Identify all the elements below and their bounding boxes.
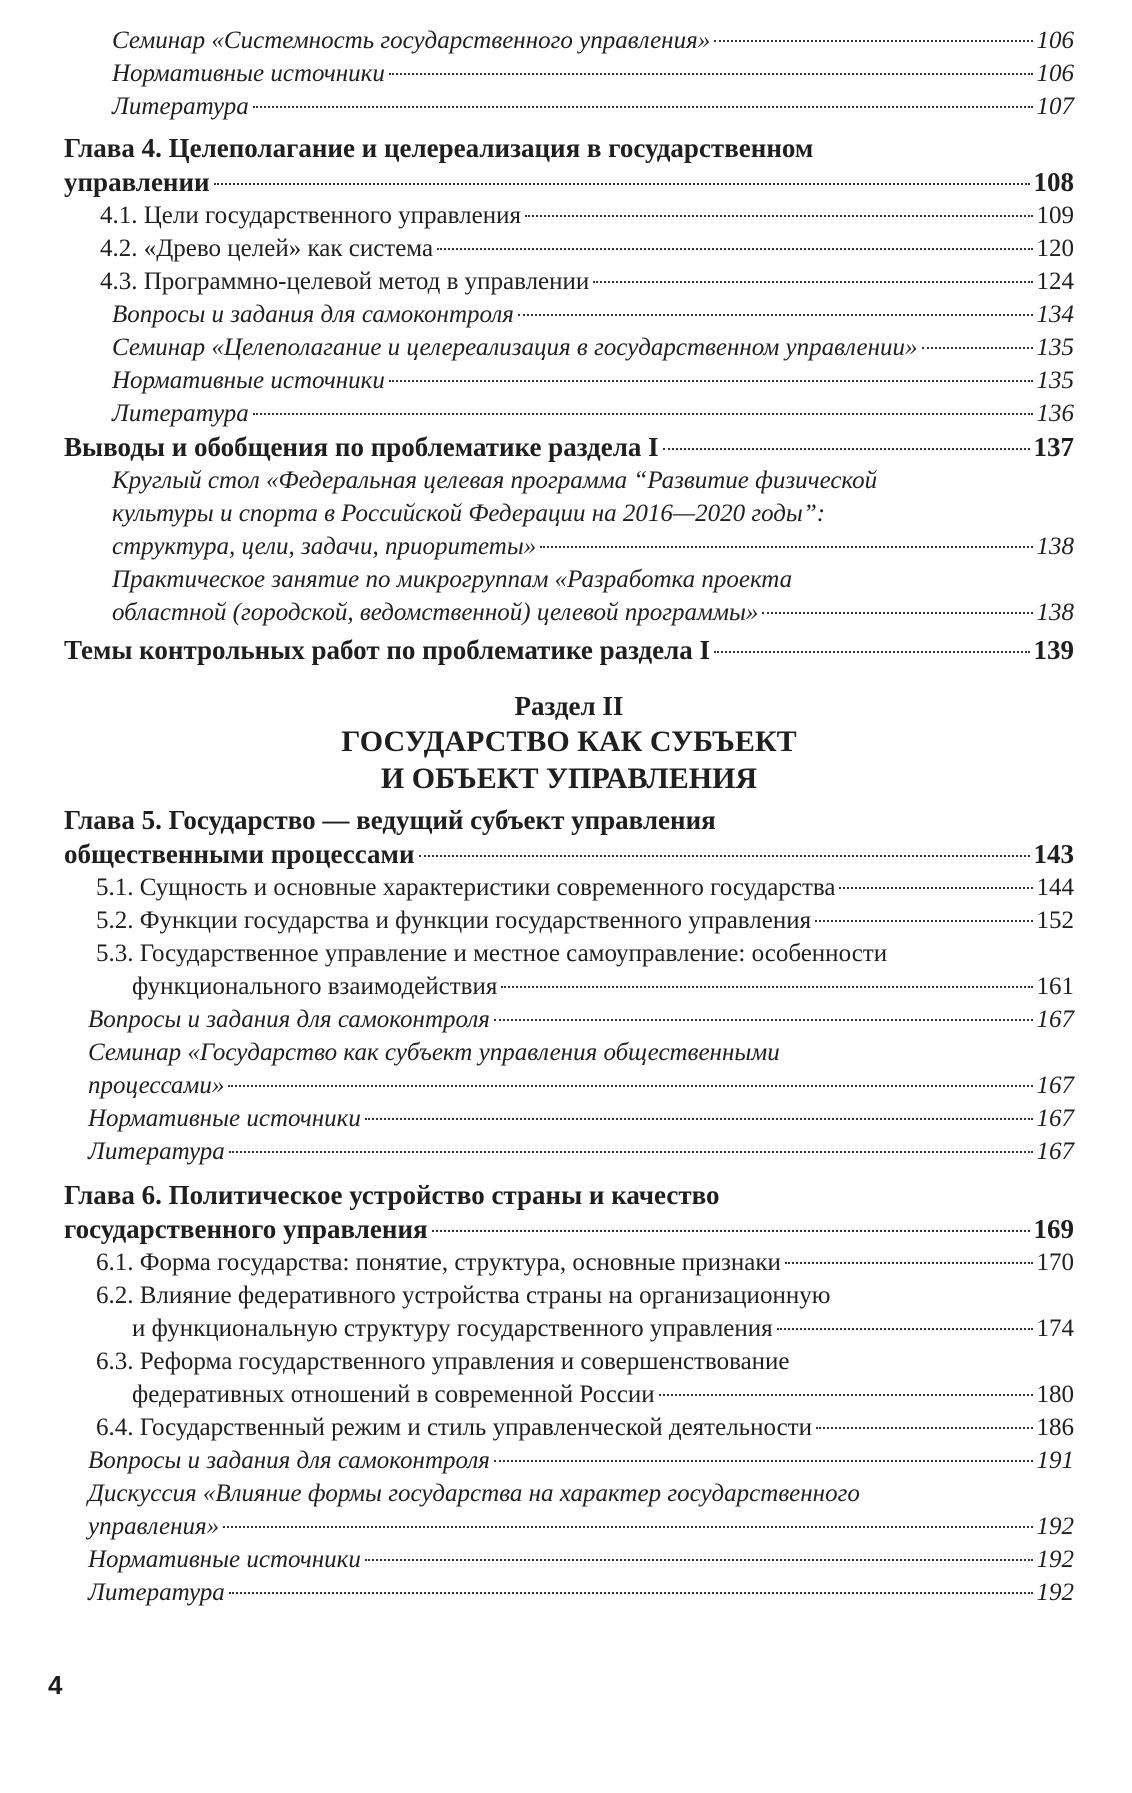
dot-leader <box>432 1230 1030 1232</box>
toc-entry-last-line-text: Литература <box>88 1579 225 1606</box>
page-ref: 134 <box>1036 301 1074 328</box>
dot-leader <box>501 986 1032 988</box>
toc-entry <box>64 871 1074 904</box>
dot-leader <box>253 106 1033 108</box>
page-ref: 143 <box>1033 839 1074 869</box>
toc-entry-last-line <box>64 1102 1074 1135</box>
toc-entry <box>64 1345 1074 1411</box>
toc-entry <box>64 937 1074 1003</box>
chapter-5-title-end <box>64 837 1074 871</box>
toc-entry <box>64 563 1074 629</box>
section-2-heading <box>64 689 1074 797</box>
page-number: 4 <box>48 1670 63 1700</box>
dot-leader <box>253 413 1033 415</box>
page-ref: 138 <box>1036 599 1074 626</box>
chapter-4-title-end-text: управлении <box>64 167 210 197</box>
page-ref: 192 <box>1036 1579 1074 1606</box>
page-ref: 167 <box>1036 1138 1074 1165</box>
dot-leader <box>214 183 1030 185</box>
toc-entry-last-line-text: структура, цели, задачи, приоритеты» <box>112 533 537 560</box>
page-ref: 152 <box>1036 907 1074 934</box>
dot-leader <box>365 1559 1033 1561</box>
dot-leader <box>494 1460 1033 1462</box>
chapter-4-title: Глава 4. Целеполагание и целереализация в государственном <box>64 133 814 163</box>
page-ref: 192 <box>1036 1513 1074 1540</box>
page-ref: 135 <box>1036 367 1074 394</box>
toc-entry <box>64 24 1074 57</box>
page-ref: 138 <box>1036 533 1074 560</box>
toc-entry-text: 4.2. «Древо целей» как система <box>100 235 434 262</box>
toc-entry-last-line-text: 6.4. Государственный режим и стиль управленческой деятельности <box>96 1414 812 1441</box>
toc-entry-line: Дискуссия «Влияние формы государства на характер государственного <box>88 1480 860 1507</box>
toc-entry <box>64 298 1074 331</box>
page-ref: 169 <box>1033 1214 1074 1244</box>
dot-leader <box>762 612 1032 614</box>
toc-entry-text: Семинар «Системность государственного управления» <box>112 27 711 54</box>
page-ref: 167 <box>1036 1105 1074 1132</box>
toc-entry-line: культуры и спорта в Российской Федерации на 2016—2020 годы”: <box>112 500 826 527</box>
toc-entry-last-line-text: 5.1. Сущность и основные характеристики современного государства <box>96 874 836 901</box>
dot-leader <box>389 73 1033 75</box>
dot-leader <box>437 248 1032 250</box>
dot-leader <box>389 380 1033 382</box>
page-ref: 137 <box>1033 432 1074 462</box>
toc-entry <box>64 1135 1074 1168</box>
page-ref: 136 <box>1036 400 1074 427</box>
toc-entry <box>64 1543 1074 1576</box>
section-2-title-line2: И ОБЪЕКТ УПРАВЛЕНИЯ <box>380 762 758 795</box>
dot-leader <box>659 1394 1033 1396</box>
toc-entry-line: 6.2. Влияние федеративного устройства страны на организационную <box>96 1282 831 1309</box>
toc-entry-last-line <box>64 1003 1074 1036</box>
toc-entry-last-line <box>64 596 1074 629</box>
toc-entry <box>64 1246 1074 1279</box>
toc-entry-text: Литература <box>112 400 249 427</box>
toc-entry-last-line <box>64 1543 1074 1576</box>
table-of-contents <box>64 24 1074 1609</box>
page-ref: 135 <box>1036 334 1074 361</box>
dot-leader <box>777 1328 1033 1330</box>
dot-leader <box>922 347 1033 349</box>
toc-entry-text: Вопросы и задания для самоконтроля <box>112 301 514 328</box>
toc-entry-text: 4.3. Программно-целевой метод в управлении <box>100 268 590 295</box>
page-ref: 180 <box>1036 1381 1074 1408</box>
toc-entry <box>64 1036 1074 1102</box>
page-ref: 106 <box>1036 60 1074 87</box>
dot-leader <box>785 1262 1033 1264</box>
conclusions-heading <box>64 430 1074 464</box>
toc-entry <box>64 364 1074 397</box>
page-ref: 191 <box>1036 1447 1074 1474</box>
toc-entry-last-line-text: Нормативные источники <box>88 1105 361 1132</box>
toc-entry <box>64 90 1074 123</box>
toc-entry-last-line-text: и функциональную структуру государственного управления <box>132 1315 773 1342</box>
dot-leader <box>223 1526 1032 1528</box>
toc-entry-last-line <box>64 1378 1074 1411</box>
dot-leader <box>540 546 1032 548</box>
toc-entry-last-line <box>64 1411 1074 1444</box>
page-ref: 167 <box>1036 1072 1074 1099</box>
toc-entry-last-line-text: Нормативные источники <box>88 1546 361 1573</box>
toc-entry <box>64 232 1074 265</box>
page-ref: 109 <box>1036 202 1074 229</box>
page-ref: 124 <box>1036 268 1074 295</box>
dot-leader <box>494 1019 1033 1021</box>
dot-leader <box>229 1592 1033 1594</box>
toc-entry-last-line-text: Вопросы и задания для самоконтроля <box>88 1006 490 1033</box>
page-ref: 167 <box>1036 1006 1074 1033</box>
toc-entry <box>64 464 1074 563</box>
toc-entry <box>64 1003 1074 1036</box>
chapter-6-title-end <box>64 1212 1074 1246</box>
section-2-title-line1: ГОСУДАРСТВО КАК СУБЪЕКТ <box>341 725 797 758</box>
dot-leader <box>839 887 1032 889</box>
chapter-6-title: Глава 6. Политическое устройство страны и качество <box>64 1180 720 1210</box>
toc-entry <box>64 397 1074 430</box>
toc-entry-line: 6.3. Реформа государственного управления и совершенствование <box>96 1348 790 1375</box>
chapter-5-title: Глава 5. Государство — ведущий субъект управления <box>64 805 716 835</box>
chapter-4-title-end <box>64 165 1074 199</box>
toc-entry-last-line-text: федеративных отношений в современной России <box>132 1381 655 1408</box>
toc-entry-last-line <box>64 970 1074 1003</box>
toc-entry <box>64 1279 1074 1345</box>
toc-entry-last-line <box>64 1069 1074 1102</box>
toc-entry-last-line-text: Литература <box>88 1138 225 1165</box>
control-topics-heading <box>64 633 1074 667</box>
toc-entry-last-line <box>64 1510 1074 1543</box>
toc-entry-last-line-text: 6.1. Форма государства: понятие, структура, основные признаки <box>96 1249 781 1276</box>
toc-entry <box>64 1576 1074 1609</box>
toc-entry-line: Круглый стол «Федеральная целевая программа “Развитие физической <box>112 467 878 494</box>
toc-entry-last-line-text: 5.2. Функции государства и функции государственного управления <box>96 907 812 934</box>
chapter-5-title-end-text: общественными процессами <box>64 839 415 869</box>
dot-leader <box>714 651 1029 653</box>
spacer <box>64 1168 1074 1178</box>
page-ref: 186 <box>1036 1414 1074 1441</box>
toc-entry-last-line-text: областной (городской, ведомственной) целевой программы» <box>112 599 759 626</box>
dot-leader <box>518 314 1033 316</box>
toc-entry-last-line <box>64 1312 1074 1345</box>
toc-entry-last-line <box>64 1246 1074 1279</box>
toc-entry <box>64 1102 1074 1135</box>
page-ref: 192 <box>1036 1546 1074 1573</box>
toc-entry <box>64 904 1074 937</box>
page-ref: 161 <box>1036 973 1074 1000</box>
spacer <box>64 123 1074 131</box>
page-ref: 107 <box>1036 93 1074 120</box>
page-ref: 106 <box>1036 27 1074 54</box>
toc-entry <box>64 1477 1074 1543</box>
dot-leader <box>663 448 1030 450</box>
toc-entry-last-line-text: функционального взаимодействия <box>132 973 498 1000</box>
dot-leader <box>525 215 1033 217</box>
toc-entry <box>64 57 1074 90</box>
dot-leader <box>816 1427 1033 1429</box>
toc-entry-last-line <box>64 530 1074 563</box>
dot-leader <box>229 1151 1033 1153</box>
toc-entry-last-line <box>64 1135 1074 1168</box>
page-ref: 139 <box>1033 635 1074 665</box>
toc-entry <box>64 199 1074 232</box>
section-2-label: Раздел II <box>514 691 624 721</box>
toc-entry <box>64 1411 1074 1444</box>
toc-entry-text: Нормативные источники <box>112 60 385 87</box>
toc-entry-last-line <box>64 1444 1074 1477</box>
toc-entry-last-line <box>64 904 1074 937</box>
toc-entry-last-line <box>64 871 1074 904</box>
toc-entry-last-line-text: управления» <box>88 1513 220 1540</box>
toc-entry-line: Практическое занятие по микрогруппам «Разработка проекта <box>112 566 793 593</box>
page-ref: 174 <box>1036 1315 1074 1342</box>
toc-entry <box>64 265 1074 298</box>
toc-entry-last-line <box>64 1576 1074 1609</box>
toc-entry-last-line-text: Вопросы и задания для самоконтроля <box>88 1447 490 1474</box>
page-ref: 120 <box>1036 235 1074 262</box>
page-ref: 170 <box>1036 1249 1074 1276</box>
dot-leader <box>714 40 1032 42</box>
toc-entry-line: Семинар «Государство как субъект управления общественными <box>88 1039 780 1066</box>
toc-entry <box>64 331 1074 364</box>
toc-entry-last-line-text: процессами» <box>88 1072 225 1099</box>
toc-entry-text: Семинар «Целеполагание и целереализация в государственном управлении» <box>112 334 918 361</box>
toc-entry-line: 5.3. Государственное управление и местное самоуправление: особенности <box>96 940 888 967</box>
page-ref: 144 <box>1036 874 1074 901</box>
dot-leader <box>228 1085 1032 1087</box>
toc-entry-text: 4.1. Цели государственного управления <box>100 202 521 229</box>
toc-entry-text: Нормативные источники <box>112 367 385 394</box>
toc-entry-text: Литература <box>112 93 249 120</box>
dot-leader <box>365 1118 1033 1120</box>
chapter-6-title-end-text: государственного управления <box>64 1214 428 1244</box>
dot-leader <box>419 855 1030 857</box>
toc-entry <box>64 1444 1074 1477</box>
page-ref: 108 <box>1033 167 1074 197</box>
control-topics-heading-text: Темы контрольных работ по проблематике раздела I <box>64 635 711 665</box>
dot-leader <box>593 281 1032 283</box>
conclusions-heading-text: Выводы и обобщения по проблематике раздела I <box>64 432 659 462</box>
dot-leader <box>815 920 1032 922</box>
